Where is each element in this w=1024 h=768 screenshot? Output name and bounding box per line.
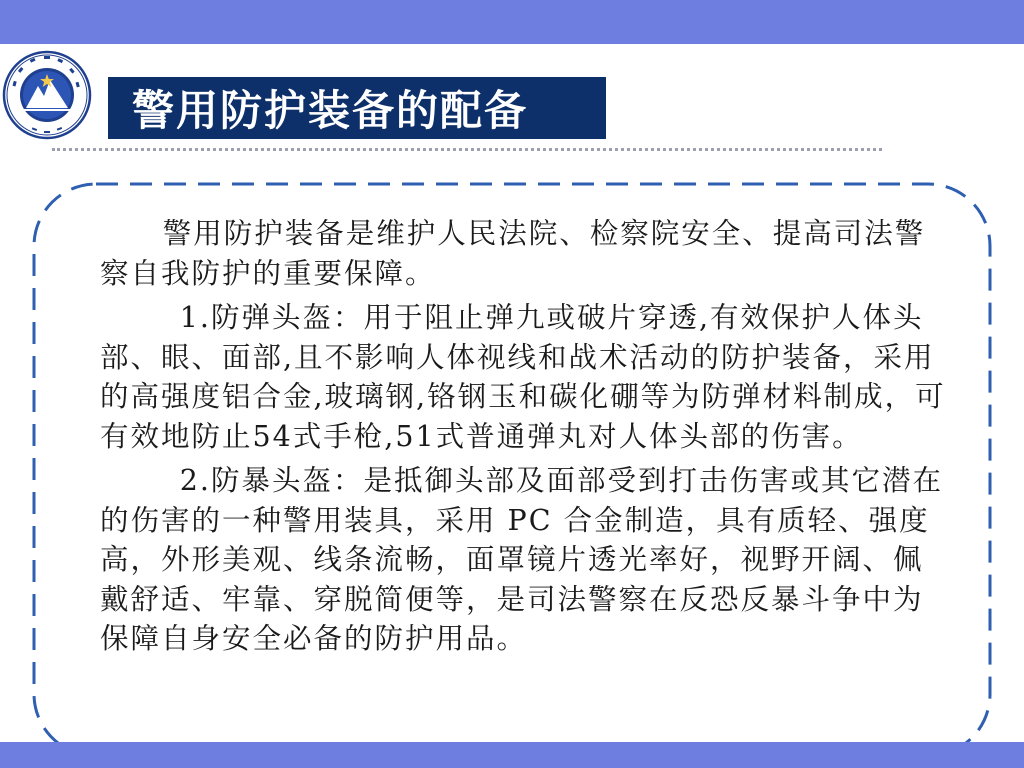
- page-title: 警用防护装备的配备: [132, 86, 529, 135]
- intro-paragraph: 警用防护装备是维护人民法院、检察院安全、提高司法警察自我防护的重要保障。: [100, 217, 926, 290]
- top-band: [0, 0, 1024, 44]
- title-divider: [52, 148, 882, 151]
- title-banner: [108, 77, 606, 139]
- bottom-band: [0, 742, 1024, 768]
- police-academy-emblem-icon: [2, 50, 92, 140]
- bulletproof-helmet-paragraph: 1.防弹头盔：用于阻止弹九或破片穿透,有效保护人体头部、眼、面部,且不影响人体视线和战术活动的防护装备，采用的高强度铝合金,玻璃钢,铬钢玉和碳化硼等为防弹材料制成，可有效地防止54式手枪,51式普通弹丸对人体头部的伤害。: [100, 301, 946, 453]
- riot-helmet-paragraph: 2.防暴头盔：是抵御头部及面部受到打击伤害或其它潜在的伤害的一种警用装具，采用 PC 合金制造，具有质轻、强度高，外形美观、线条流畅，面罩镜片透光率好，视野开阔、佩戴舒适、牢靠、穿脱简便等，是司法警察在反恐反暴斗争中为保障自身安全必备的防护用品。: [100, 464, 943, 655]
- content-text: [100, 214, 950, 664]
